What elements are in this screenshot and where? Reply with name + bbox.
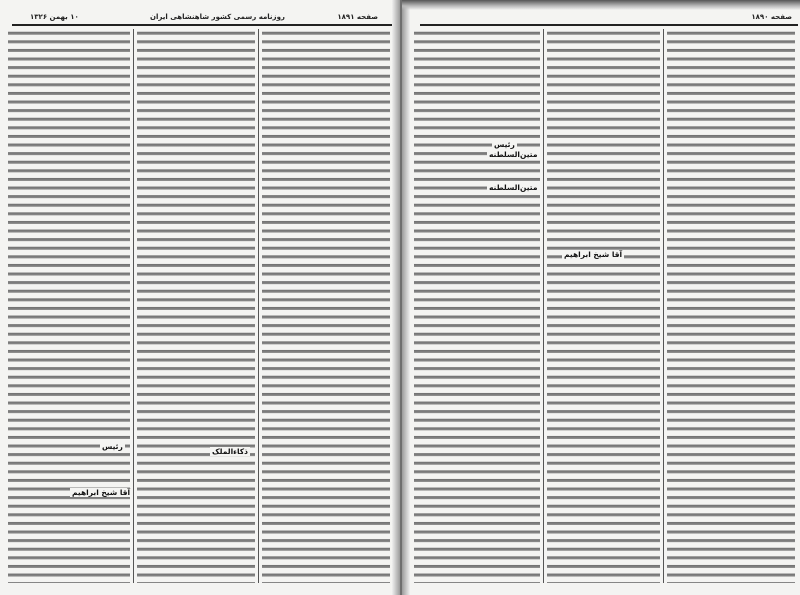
- page-number: صفحه ۱۸۹۰: [751, 13, 792, 21]
- column-divider: [663, 29, 664, 583]
- text-column: [667, 29, 795, 583]
- section-heading: رئیس: [102, 442, 123, 451]
- issue-date: ۱۰ بهمن ۱۳۲۶: [30, 13, 79, 21]
- left-page: [0, 0, 398, 595]
- binding-gutter: [392, 0, 410, 595]
- text-column: [547, 29, 660, 583]
- section-heading: متین‌السلطنه: [489, 150, 538, 159]
- text-column: [262, 29, 390, 583]
- header-rule: [12, 24, 392, 26]
- scan-shadow: [402, 0, 800, 10]
- right-page: [402, 0, 800, 595]
- page-number: صفحه ۱۸۹۱: [337, 13, 378, 21]
- section-heading: ذکاءالملک: [212, 447, 249, 456]
- column-divider: [133, 29, 134, 583]
- column-divider: [543, 29, 544, 583]
- section-heading: آقا شیخ ابراهیم: [72, 488, 131, 497]
- section-heading: متین‌السلطنه: [489, 183, 538, 192]
- section-heading: آقا شیخ ابراهیم: [564, 250, 623, 259]
- text-column: [8, 29, 130, 583]
- section-heading: رئیس: [494, 140, 515, 149]
- text-column: [137, 29, 255, 583]
- text-column: [414, 29, 540, 583]
- column-divider: [258, 29, 259, 583]
- header-rule: [420, 24, 798, 26]
- newspaper-title: روزنامه رسمی کشور شاهنشاهی ایران: [150, 13, 285, 21]
